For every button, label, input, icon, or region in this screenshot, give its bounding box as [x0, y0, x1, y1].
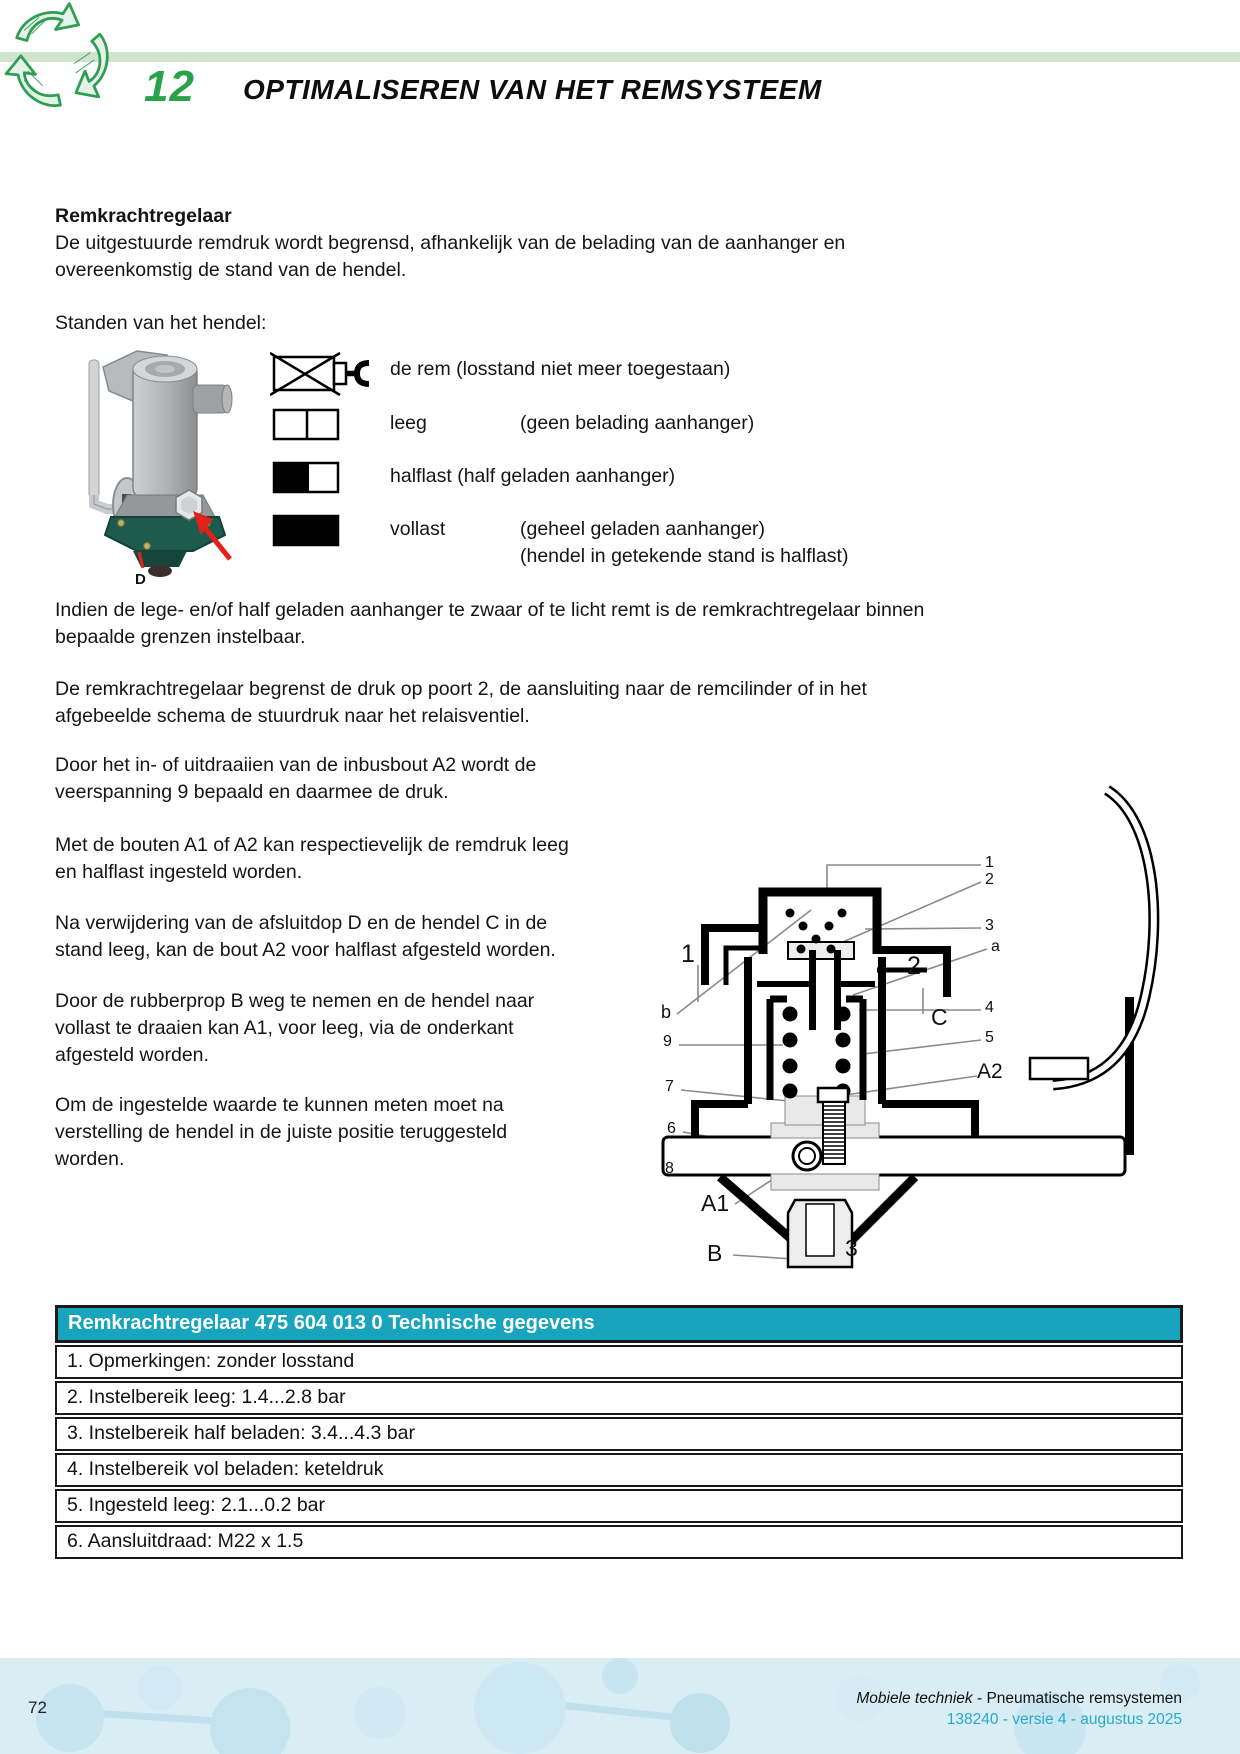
text-line: De remkrachtregelaar begrenst de druk op poort 2, de aansluiting naar de remcilinder of in het [55, 678, 867, 700]
diagram-label-3: 3 [985, 917, 994, 934]
section-heading: Remkrachtregelaar [55, 205, 232, 227]
text-line: Door de rubberprop B weg te nemen en de hendel naar [55, 990, 535, 1012]
page-title: OPTIMALISEREN VAN HET REMSYSTEEM [243, 74, 822, 105]
recycle-logo-icon [2, 0, 122, 123]
diagram-label-3b: 3 [845, 1235, 858, 1261]
text-line: Om de ingestelde waarde te kunnen meten moet na [55, 1094, 504, 1116]
diagram-port-2: 2 [907, 952, 921, 980]
lever-heading: Standen van het hendel: [55, 312, 267, 334]
spec-row: 5. Ingesteld leeg: 2.1...0.2 bar [55, 1489, 1183, 1523]
text-line: De uitgestuurde remdruk wordt begrensd, afhankelijk van de belading van de aanhanger en [55, 232, 846, 254]
spec-row: 1. Opmerkingen: zonder losstand [55, 1345, 1183, 1379]
diagram-label-a2: A2 [977, 1060, 1003, 1083]
text-line: stand leeg, kan de bout A2 voor halflast afgesteld worden. [55, 939, 556, 961]
spec-table-header: Remkrachtregelaar 475 604 013 0 Technische gegevens [55, 1305, 1183, 1343]
diagram-label-a1: A1 [701, 1190, 730, 1216]
diagram-label-4: 4 [985, 999, 994, 1016]
text-line: afgesteld worden. [55, 1044, 209, 1066]
symbol-empty-icon [272, 408, 342, 447]
diagram-label-9: 9 [663, 1033, 672, 1050]
spec-row: 4. Instelbereik vol beladen: keteldruk [55, 1453, 1183, 1487]
diagram-label-b2: B [707, 1240, 723, 1266]
page-number: 72 [28, 1698, 47, 1717]
diagram-label-a: a [991, 938, 1000, 955]
legend-term: halflast (half geladen aanhanger) [390, 465, 676, 487]
text-line: Met de bouten A1 of A2 kan respectievelijk de remdruk leeg [55, 834, 569, 856]
legend-desc: (hendel in getekende stand is halflast) [520, 545, 849, 567]
text-line: Door het in- of uitdraaiien van de inbusbout A2 wordt de [55, 754, 537, 776]
legend-term: de rem (losstand niet meer toegestaan) [390, 358, 731, 380]
text-line: Na verwijdering van de afsluitdop D en de hendel C in de [55, 912, 548, 934]
text-line: overeenkomstig de stand van de hendel. [55, 259, 407, 281]
photo-label-d: D [135, 571, 146, 588]
text-line: en halflast ingesteld worden. [55, 861, 303, 883]
footer-version: 138240 - versie 4 - augustus 2025 [946, 1711, 1182, 1728]
symbol-full-load-icon [272, 514, 342, 553]
legend-term: vollast [390, 518, 446, 540]
text-line: Indien de lege- en/of half geladen aanhanger te zwaar of te licht remt is de remkrachtregelaar binnen [55, 599, 925, 621]
legend-desc: (geheel geladen aanhanger) [520, 518, 766, 540]
diagram-label-7: 7 [665, 1078, 674, 1095]
symbol-brake-crossed-icon [270, 350, 375, 403]
diagram-label-2: 2 [985, 871, 994, 888]
text-line: vollast te draaien kan A1, voor leeg, via de onderkant [55, 1017, 514, 1039]
valve-photo [75, 345, 250, 595]
regulator-cross-section-diagram [585, 752, 1170, 1292]
spec-row: 3. Instelbereik half beladen: 3.4...4.3 bar [55, 1417, 1183, 1451]
legend-term: leeg [390, 412, 427, 434]
spec-table [55, 1305, 1183, 1561]
symbol-half-load-icon [272, 461, 342, 500]
diagram-label-5: 5 [985, 1029, 994, 1046]
text-line: worden. [55, 1148, 125, 1170]
footer-series: Mobiele techniek - Pneumatische remsystemen [856, 1690, 1182, 1707]
diagram-label-1: 1 [985, 854, 994, 871]
footer-publication [856, 1690, 1182, 1729]
text-line: veerspanning 9 bepaald en daarmee de druk. [55, 781, 449, 803]
spec-row: 2. Instelbereik leeg: 1.4...2.8 bar [55, 1381, 1183, 1415]
text-line: afgebeelde schema de stuurdruk naar het relaisventiel. [55, 705, 530, 727]
diagram-label-8: 8 [665, 1160, 674, 1177]
diagram-port-1: 1 [681, 940, 695, 968]
diagram-label-b: b [661, 1002, 672, 1022]
chapter-number: 12 [144, 62, 195, 111]
diagram-label-6: 6 [667, 1120, 676, 1137]
header-green-band [0, 52, 1240, 62]
spec-row: 6. Aansluitdraad: M22 x 1.5 [55, 1525, 1183, 1559]
text-line: bepaalde grenzen instelbaar. [55, 626, 306, 648]
text-line: verstelling de hendel in de juiste positie teruggesteld [55, 1121, 508, 1143]
legend-desc: (geen belading aanhanger) [520, 412, 755, 434]
diagram-label-c: C [931, 1004, 948, 1030]
